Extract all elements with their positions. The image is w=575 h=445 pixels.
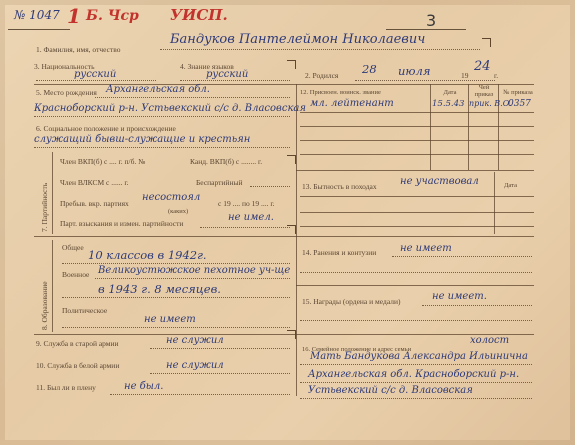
line-wounds-2 xyxy=(300,272,532,273)
label-vkp-candidate: Канд. ВКП(б) с ........ г. xyxy=(190,157,263,166)
party-bracket xyxy=(52,152,53,234)
label-birthplace: 5. Место рождения xyxy=(36,88,97,97)
value-nationality: русский xyxy=(74,69,117,80)
label-rank-date: Дата xyxy=(443,89,457,96)
line-education-military-2 xyxy=(62,297,290,298)
value-family-line3: Устьвекский с/с д. Власовская xyxy=(308,385,473,396)
value-rank: мл. лейтенант xyxy=(310,98,394,109)
corner-bracket xyxy=(287,60,296,69)
red-mark-code: УИСП. xyxy=(170,6,228,24)
value-captivity: не был. xyxy=(124,381,164,392)
value-family-status: холост xyxy=(470,335,510,346)
line-languages xyxy=(180,80,290,81)
line-awards-2 xyxy=(300,320,532,321)
label-languages: 4. Знание языков xyxy=(180,62,234,71)
label-vkp-member: Член ВКП(б) с .... г. п/б. № xyxy=(60,157,146,166)
value-rank-date: 15.5.43 xyxy=(432,99,465,109)
label-rank: 12. Присвоен. воинск. звание xyxy=(300,89,381,96)
value-wounds: не имеет xyxy=(400,243,452,254)
line-wounds xyxy=(392,256,532,257)
value-birthplace-line1: Архангельская обл. xyxy=(106,84,210,95)
label-captivity: 11. Был ли в плену xyxy=(36,383,96,392)
label-education-political: Политическое xyxy=(62,306,108,315)
header-rule-right xyxy=(386,29,466,30)
header-rule-left xyxy=(8,29,70,30)
value-social-status: служащий бывш-служащие и крестьян xyxy=(34,134,251,145)
value-languages: русский xyxy=(206,69,249,80)
value-rank-by: прик. В.О. xyxy=(469,99,512,108)
value-campaigns: не участвовал xyxy=(400,176,479,187)
campaigns-col-line xyxy=(494,172,495,234)
value-birthplace-line2: Красноборский р-н. Устьвекский с/с д. Власовская xyxy=(34,103,307,114)
corner-number: 3 xyxy=(426,11,437,30)
value-born-day: 28 xyxy=(362,62,377,76)
value-education-military-line2: в 1943 г. 8 месяцев. xyxy=(98,282,221,296)
label-party-section: 7. Партийность xyxy=(40,182,49,232)
line-white-army xyxy=(150,373,290,374)
rank-row xyxy=(300,112,534,113)
label-campaigns: 13. Бытность в походах xyxy=(302,182,377,191)
label-nonparty: Беспартийный xyxy=(196,178,243,187)
label-nationality: 3. Национальность xyxy=(34,62,95,71)
rule-education-bottom xyxy=(34,334,296,335)
rank-row xyxy=(300,154,534,155)
corner-bracket xyxy=(287,155,296,164)
label-other-parties-note: (каких) xyxy=(168,208,189,215)
label-education-military: Военное xyxy=(62,270,90,279)
line-birthplace-2 xyxy=(34,116,290,117)
label-full-name: 1. Фамилия, имя, отчество xyxy=(36,45,121,54)
value-family-line1: Мать Бандукова Александра Ильинична xyxy=(310,351,528,362)
value-born-year: 24 xyxy=(474,59,491,74)
value-old-army: не служил xyxy=(166,335,224,346)
label-family: 16. Семейное положение и адрес семьи xyxy=(302,346,412,353)
line-old-army xyxy=(150,348,290,349)
campaigns-row xyxy=(300,212,534,213)
campaigns-row xyxy=(300,196,534,197)
line-party-penalties xyxy=(200,227,290,228)
value-other-parties: несостоял xyxy=(142,192,201,203)
rank-row xyxy=(300,126,534,127)
corner-bracket xyxy=(482,38,491,47)
value-education-military-line1: Великоустюжское пехотное уч-ще xyxy=(98,265,291,276)
label-awards: 15. Награды (ордена и медали) xyxy=(302,297,401,306)
value-white-army: не служил xyxy=(166,360,224,371)
line-education-military-1 xyxy=(95,278,290,279)
line-family-2 xyxy=(300,382,532,383)
label-white-army: 10. Служба в белой армии xyxy=(36,361,120,370)
line-education-political xyxy=(62,327,290,328)
line-name xyxy=(160,49,480,50)
value-party-penalties: не имел. xyxy=(228,212,274,223)
label-other-parties: Пребыв. вкр. партиях xyxy=(60,199,129,208)
label-wounds: 14. Ранения и контузии xyxy=(302,248,377,257)
line-birthplace-1 xyxy=(95,97,290,98)
value-family-line2: Архангельская обл. Красноборский р-н. xyxy=(308,369,520,380)
line-nonparty xyxy=(250,186,290,187)
label-other-parties-years: с 19 .... по 19 .... г. xyxy=(218,199,275,208)
card-number: № 1047 xyxy=(14,8,60,22)
line-family-3 xyxy=(300,398,532,399)
rank-col-line xyxy=(430,84,431,170)
label-vlksm-member: Член ВЛКСМ с ...... г. xyxy=(60,178,129,187)
value-full-name: Бандуков Пантелеймон Николаевич xyxy=(170,32,426,47)
value-born-month: июля xyxy=(398,64,431,78)
line-social-status xyxy=(34,147,290,148)
line-family-1 xyxy=(300,364,532,365)
red-mark-one: 1 xyxy=(67,4,81,28)
label-rank-number: № приказа xyxy=(503,89,533,96)
education-bracket xyxy=(52,240,53,332)
rule-party-bottom xyxy=(34,236,296,237)
campaigns-row xyxy=(300,226,534,227)
column-divider xyxy=(296,84,297,396)
label-born-year-suffix: г. xyxy=(494,71,499,80)
rank-bottom xyxy=(296,170,534,171)
wounds-bottom xyxy=(296,285,534,286)
label-born-century: 19 xyxy=(461,71,469,80)
label-social-status: 6. Социальное положение и происхождение xyxy=(36,124,176,133)
label-old-army: 9. Служба в старой армии xyxy=(36,339,119,348)
value-rank-number: 0357 xyxy=(508,99,531,109)
label-born: 2. Родился xyxy=(305,71,339,80)
value-awards: не имеет. xyxy=(432,291,487,302)
label-campaigns-date: Дата xyxy=(504,182,517,189)
label-education-section: 8. Образование xyxy=(40,281,49,330)
rank-row xyxy=(300,140,534,141)
label-education-general: Общее xyxy=(62,243,84,252)
line-nationality xyxy=(36,80,156,81)
campaigns-bottom xyxy=(296,236,534,237)
label-party-penalties: Парт. взыскания и измен. партийности xyxy=(60,219,184,228)
value-education-political: не имеет xyxy=(144,314,196,325)
line-captivity xyxy=(110,394,290,395)
line-awards xyxy=(422,305,532,306)
label-rank-by: Чей приказ xyxy=(474,84,494,98)
value-education-general: 10 классов в 1942г. xyxy=(88,248,207,262)
line-born xyxy=(355,80,495,81)
red-mark-category: Б. Чср xyxy=(86,8,139,24)
